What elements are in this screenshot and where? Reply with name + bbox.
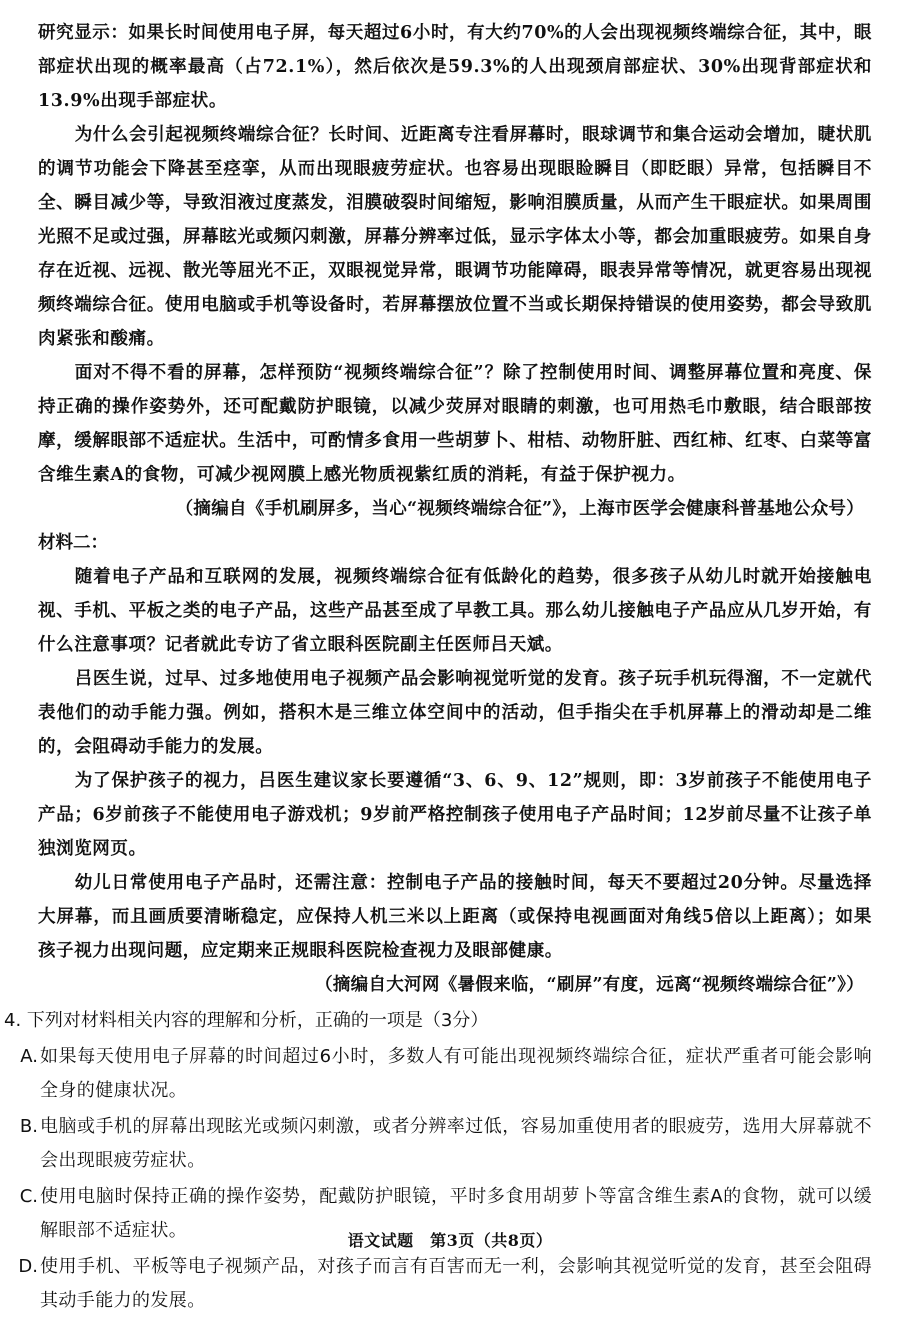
question-4	[4, 1004, 872, 1318]
material-two-paragraph-2: 吕医生说，过早、过多地使用电子视频产品会影响视觉听觉的发育。孩子玩手机玩得溜，不一定就代表他们的动手能力强。例如，搭积木是三维立体空间中的活动，但手指尖在手机屏幕上的滑动却是二维的，会阻碍动手能力的发展。	[38, 669, 872, 757]
question-stem: 4. 下列对材料相关内容的理解和分析，正确的一项是（3分）	[4, 1010, 489, 1031]
material-two-source: （摘编自大河网《暑假来临，“刷屏”有度，远离“视频终端综合征”》）	[315, 975, 864, 995]
material-two-paragraph-3: 为了保护孩子的视力，吕医生建议家长要遵循“3、6、9、12”规则，即：3岁前孩子不能使用电子产品；6岁前孩子不能使用电子游戏机；9岁前严格控制孩子使用电子产品时间；12岁前尽量不让孩子单独浏览网页。	[38, 771, 872, 859]
material-one-paragraph-3: 面对不得不看的屏幕，怎样预防“视频终端综合征”？除了控制使用时间、调整屏幕位置和亮度、保持正确的操作姿势外，还可配戴防护眼镜，以减少荧屏对眼睛的刺激，也可用热毛巾敷眼，结合眼部按摩，缓解眼部不适症状。生活中，可酌情多食用一些胡萝卜、柑桔、动物肝脏、西红柿、红枣、白菜等富含维生素A的食物，可减少视网膜上感光物质视紫红质的消耗，有益于保护视力。	[38, 363, 872, 485]
material-one-source: （摘编自《手机刷屏多，当心“视频终端综合征”》，上海市医学会健康科普基地公众号）	[175, 499, 864, 519]
material-two-heading: 材料二：	[38, 533, 108, 553]
option-a[interactable]	[4, 1040, 872, 1108]
material-one-paragraph-1: 研究显示：如果长时间使用电子屏，每天超过6小时，有大约70%的人会出现视频终端综合征，其中，眼部症状出现的概率最高（占72.1%），然后依次是59.3%的人出现颈肩部症状、30%出现背部症状和13.9%出现手部症状。	[38, 23, 872, 111]
material-one-paragraph-2: 为什么会引起视频终端综合征？长时间、近距离专注看屏幕时，眼球调节和集合运动会增加，睫状肌的调节功能会下降甚至痉挛，从而出现眼疲劳症状。也容易出现眼睑瞬目（即眨眼）异常，包括瞬目不全、瞬目减少等，导致泪液过度蒸发，泪膜破裂时间缩短，影响泪膜质量，从而产生干眼症状。如果周围光照不足或过强，屏幕眩光或频闪刺激，屏幕分辨率过低，显示字体太小等，都会加重眼疲劳。如果自身存在近视、远视、散光等屈光不正，双眼视觉异常，眼调节功能障碍，眼表异常等情况，就更容易出现视频终端综合征。使用电脑或手机等设备时，若屏幕摆放位置不当或长期保持错误的使用姿势，都会导致肌肉紧张和酸痛。	[38, 125, 872, 349]
option-letter: A.	[20, 1046, 38, 1067]
option-d[interactable]	[4, 1250, 872, 1318]
page-footer: 语文试题 第3页（共8页）	[347, 1231, 553, 1250]
material-two-paragraph-4: 幼儿日常使用电子产品时，还需注意：控制电子产品的接触时间，每天不要超过20分钟。尽量选择大屏幕，而且画质要清晰稳定，应保持人机三米以上距离（或保持电视画面对角线5倍以上距离）；如果孩子视力出现问题，应定期来正规眼科医院检查视力及眼部健康。	[38, 873, 872, 961]
option-letter: C.	[19, 1186, 38, 1207]
option-text: 如果每天使用电子屏幕的时间超过6小时，多数人有可能出现视频终端综合征，症状严重者可能会影响全身的健康状况。	[40, 1046, 872, 1101]
option-letter: B.	[19, 1116, 38, 1137]
option-text: 使用电脑时保持正确的操作姿势，配戴防护眼镜，平时多食用胡萝卜等富含维生素A的食物，就可以缓解眼部不适症状。	[40, 1186, 872, 1241]
option-letter: D.	[18, 1256, 38, 1277]
option-text: 使用手机、平板等电子视频产品，对孩子而言有百害而无一利，会影响其视觉听觉的发育，甚至会阻碍其动手能力的发展。	[40, 1256, 872, 1311]
option-b[interactable]	[4, 1110, 872, 1178]
material-two-paragraph-1: 随着电子产品和互联网的发展，视频终端综合征有低龄化的趋势，很多孩子从幼儿时就开始接触电视、手机、平板之类的电子产品，这些产品甚至成了早教工具。那么幼儿接触电子产品应从几岁开始，有什么注意事项？记者就此专访了省立眼科医院副主任医师吕天斌。	[38, 567, 872, 655]
option-text: 电脑或手机的屏幕出现眩光或频闪刺激，或者分辨率过低，容易加重使用者的眼疲劳，选用大屏幕就不会出现眼疲劳症状。	[40, 1116, 872, 1171]
